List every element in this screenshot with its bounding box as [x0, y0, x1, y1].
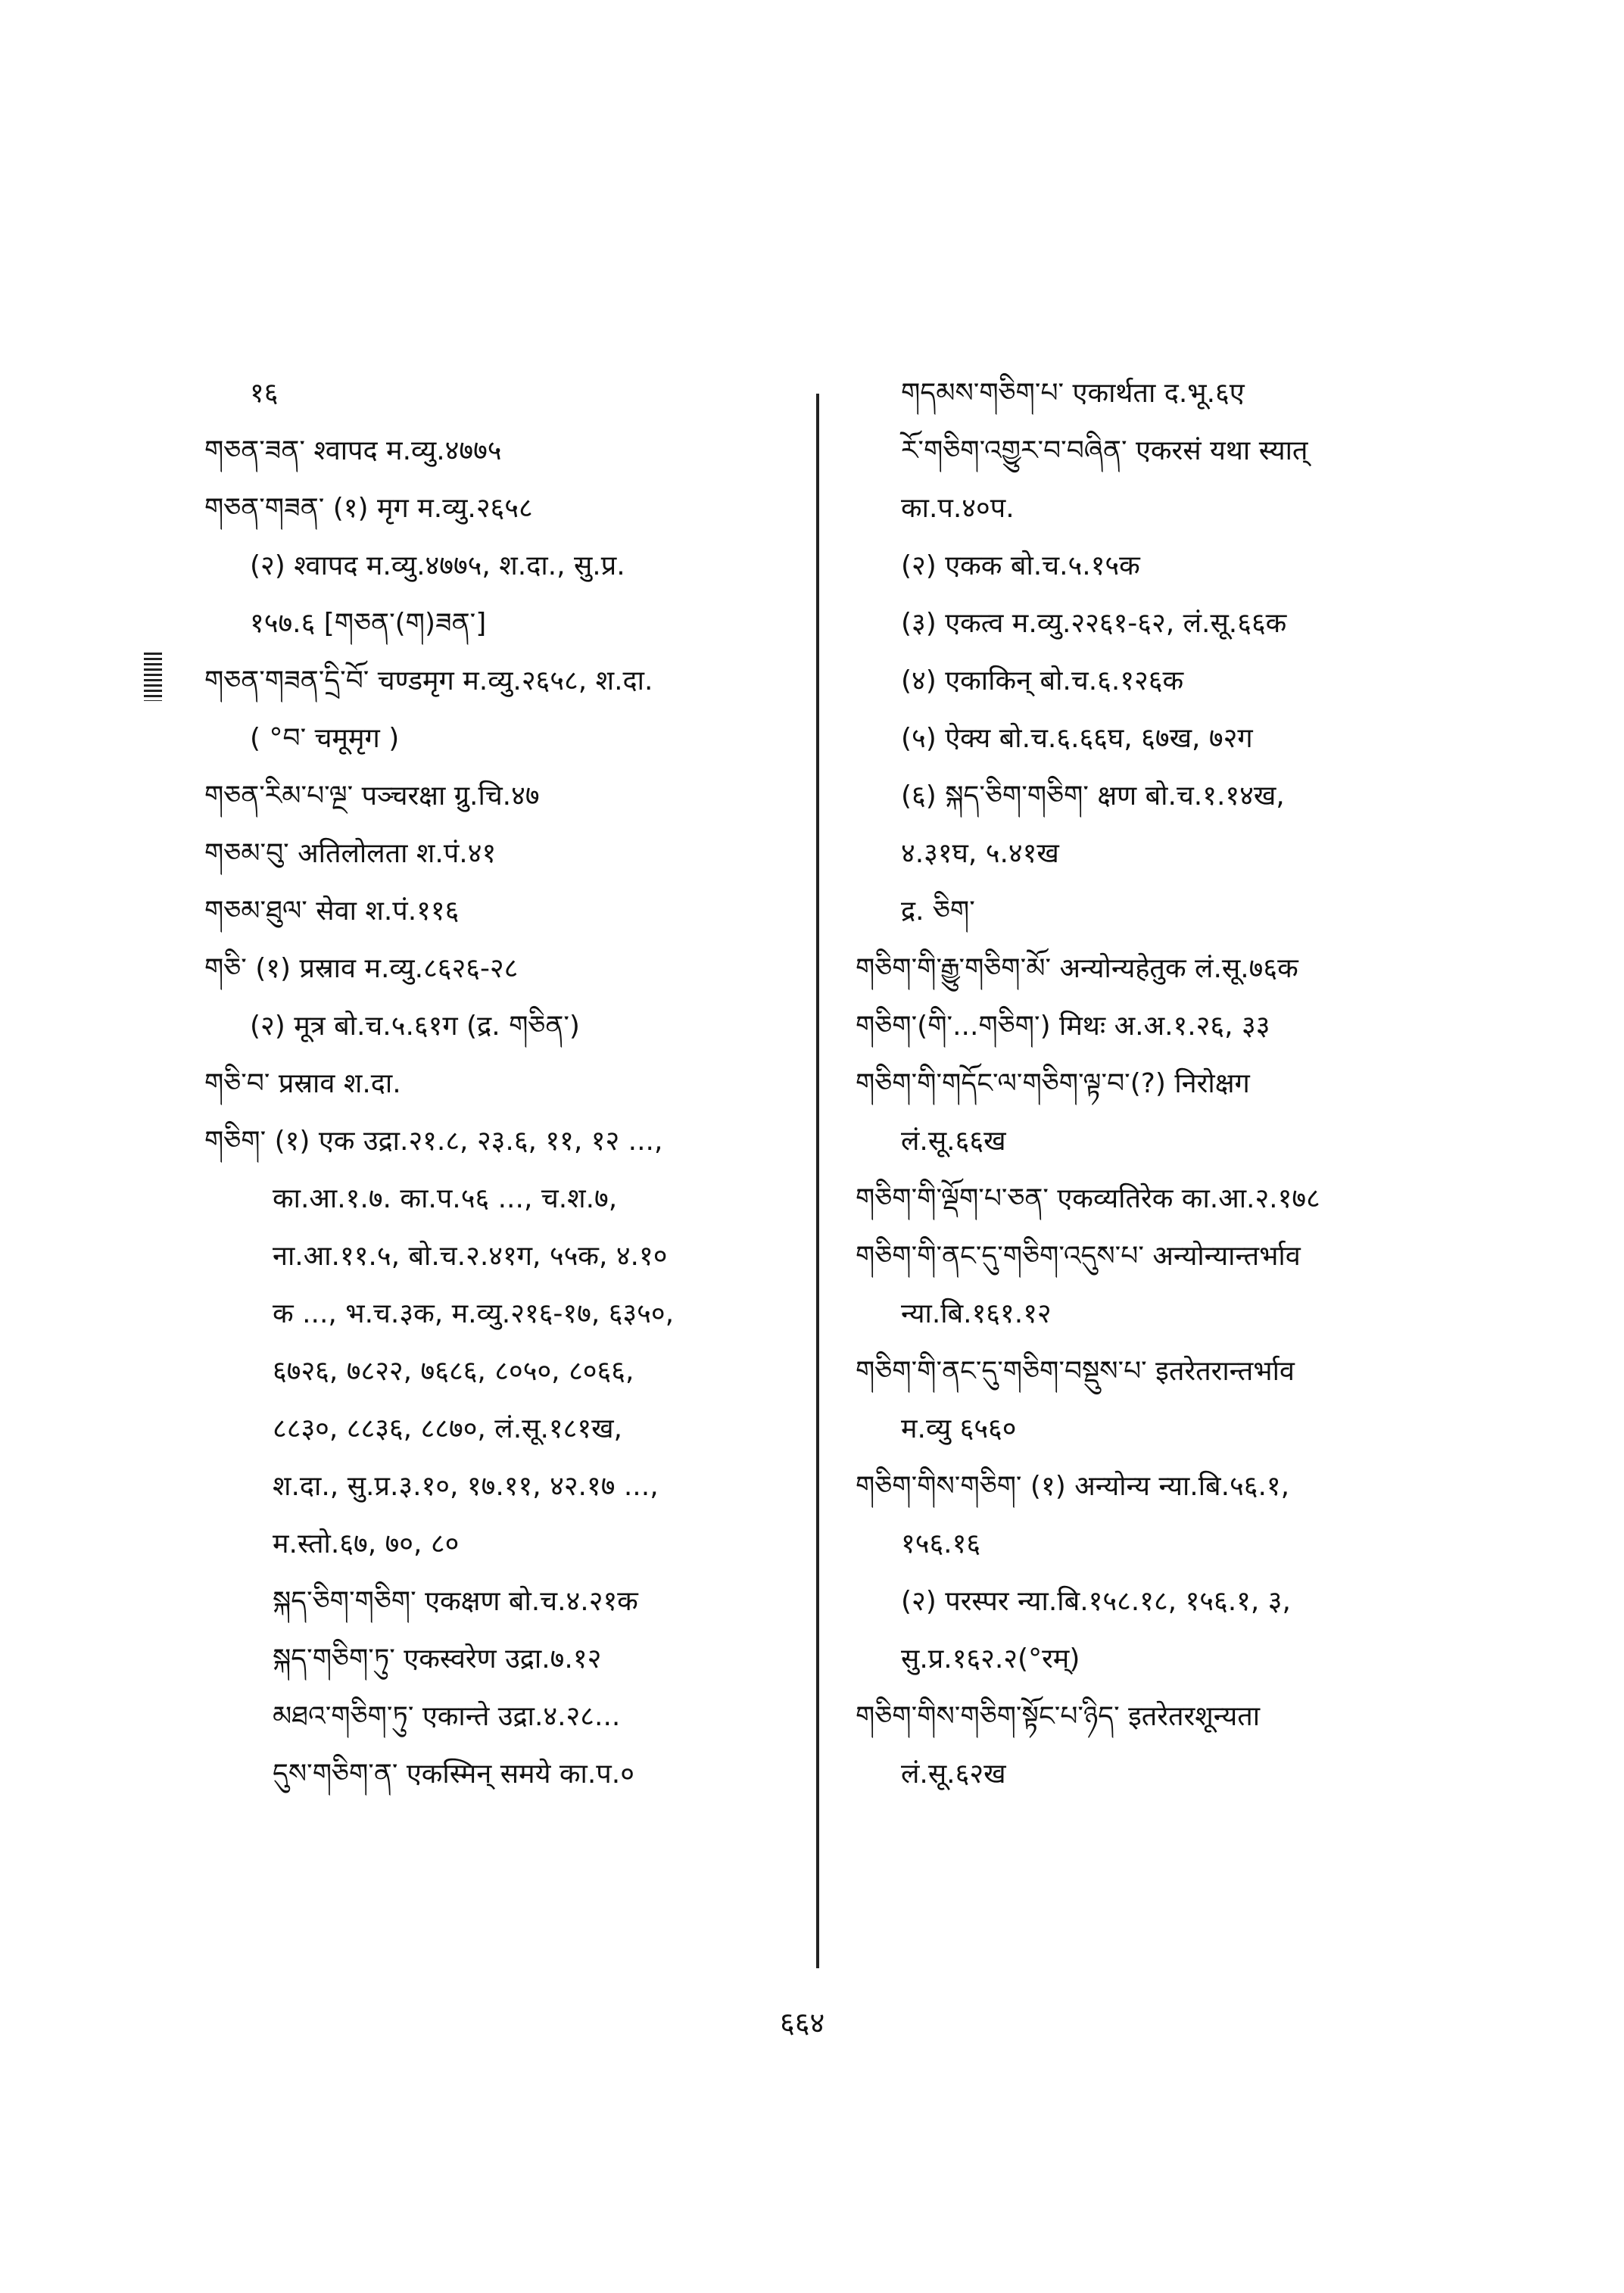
entry-line: सु.प्र.१६२.२(°रम्)	[901, 1643, 1080, 1675]
entry-line: (२) मूत्र बो.च.५.६१ग (द्र. གཅིན་)	[250, 1011, 580, 1042]
entry-line: (५) ऐक्य बो.च.६.६६घ, ६७ख, ७२ग	[901, 723, 1253, 754]
entry-line: གཅིག་གི་ནང་དུ་གཅིག་བསྡུས་པ་ इतरेतरान्तर्भाव	[856, 1356, 1295, 1387]
entry-line: १६	[250, 378, 279, 409]
entry-line: གཅན་གཟན་ (१) मृग म.व्यु.२६५८	[204, 493, 533, 524]
entry-line: སྐད་གཅིག་ཏུ་ एकस्वरेण उद्रा.७.१२	[273, 1643, 602, 1675]
entry-line: लं.सू.६२ख	[901, 1759, 1006, 1790]
entry-line: གཅིག་གིས་གཅིག་སྟོང་པ་ཉིད་ इतरेतरशून्यता	[856, 1701, 1261, 1732]
entry-line: लं.सू.६६ख	[901, 1126, 1006, 1157]
entry-line: རོ་གཅིག་འགྱུར་བ་བཞིན་ एकरसं यथा स्यात्	[901, 435, 1308, 466]
entry-line: (६) སྐད་ཅིག་གཅིག་ क्षण बो.च.१.१४ख,	[901, 780, 1285, 812]
entry-line: द्र. ཅིག་	[901, 896, 975, 927]
entry-line: གཅིག་གིས་གཅིག་ (१) अन्योन्य न्या.बि.५६.१,	[856, 1471, 1290, 1502]
page-number: ६६४	[780, 2006, 825, 2039]
entry-line: གཅམ་བུ་ अतिलोलता श.पं.४१	[204, 838, 497, 869]
entry-line: གཅམ་ཐུལ་ सेवा श.पं.११६	[204, 896, 460, 927]
entry-line: སྐད་ཅིག་གཅིག་ एकक्षण बो.च.४.२१क	[273, 1586, 638, 1617]
entry-line: གཅིག་གི་རྒྱུ་གཅིག་མོ་ अन्योन्यहेतुक लं.सू.७६क	[856, 953, 1298, 984]
entry-line: (२) एकक बो.च.५.१५क	[901, 550, 1140, 581]
entry-line: ४.३१घ, ५.४१ख	[901, 838, 1059, 869]
entry-line: (२) परस्पर न्या.बि.१५८.१८, १५६.१, ३,	[901, 1586, 1291, 1617]
right-column	[856, 379, 1461, 1817]
entry-line: ( °བ་ चमूमृग )	[250, 723, 400, 754]
entry-line: न्या.बि.१६१.१२	[901, 1298, 1052, 1329]
entry-line: १५६.१६	[901, 1528, 981, 1559]
entry-line: གཅན་ཟན་ श्वापद म.व्यु.४७७५	[204, 435, 502, 466]
entry-line: श.दा., सु.प्र.३.१०, १७.११, ४२.१७ ...,	[273, 1471, 659, 1502]
entry-line: གཅིག་ (१) एक उद्रा.२१.८, २३.६, ११, १२ ...,	[204, 1126, 663, 1157]
entry-line: का.प.४०प.	[901, 493, 1015, 524]
entry-line: དུས་གཅིག་ན་ एकस्मिन् समये का.प.०	[273, 1759, 634, 1790]
entry-line: ८८३०, ८८३६, ८८७०, लं.सू.१८१ख,	[273, 1413, 622, 1444]
entry-line: म.स्तो.६७, ७०, ८०	[273, 1528, 460, 1559]
entry-line: (३) एकत्व म.व्यु.२२६१-६२, लं.सू.६६क	[901, 608, 1287, 639]
entry-line: གཅིག་གི་ནང་དུ་གཅིག་འདུས་པ་ अन्योन्यान्तर्भाव	[856, 1241, 1301, 1272]
left-column	[204, 379, 795, 1817]
entry-line: མཐའ་གཅིག་ཏུ་ एकान्ते उद्रा.४.२८...	[273, 1701, 621, 1732]
entry-line: ६७२६, ७८२२, ७६८६, ८०५०, ८०६६,	[273, 1356, 634, 1387]
entry-line: གཅིག་(གི་...གཅིག་) मिथः अ.अ.१.२६, ३३	[856, 1011, 1270, 1042]
entry-line: གདམས་གཅིག་པ་ एकार्थता द.भू.६ए	[901, 378, 1245, 409]
entry-line: གཅན་རིམ་པ་ལྔ་ पञ्चरक्षा ग्रु.चि.४७	[204, 780, 540, 812]
entry-line: གཅིག་གི་གདོང་ལ་གཅིག་ལྟ་བ་(?) निरोक्षग	[856, 1068, 1250, 1099]
margin-mark	[144, 653, 162, 701]
entry-line: (२) श्वापद म.व्यु.४७७५, श.दा., सु.प्र.	[250, 550, 625, 581]
entry-line: (४) एकाकिन् बो.च.६.१२६क	[901, 665, 1184, 696]
entry-line: གཅི་བ་ प्रस्राव श.दा.	[204, 1068, 401, 1099]
entry-line: क ..., भ.च.३क, म.व्यु.२१६-१७, ६३५०,	[273, 1298, 675, 1329]
entry-line: གཅི་ (१) प्रस्राव म.व्यु.८६२६-२८	[204, 953, 519, 984]
entry-line: ना.आ.११.५, बो.च.२.४१ग, ५५क, ४.१०	[273, 1241, 668, 1272]
entry-line: གཅན་གཟན་དྲི་བོ་ चण्डमृग म.व्यु.२६५८, श.दा.	[204, 665, 653, 696]
entry-line: का.आ.१.७. का.प.५६ ..., च.श.७,	[273, 1183, 618, 1214]
entry-line: གཅིག་གི་ལྡོག་པ་ཅན་ एकव्यतिरेक का.आ.२.१७८	[856, 1183, 1320, 1214]
entry-line: म.व्यु ६५६०	[901, 1413, 1017, 1444]
column-divider	[816, 394, 819, 1968]
entry-line: १५७.६ [གཅན་(ག)ཟན་]	[250, 608, 487, 639]
